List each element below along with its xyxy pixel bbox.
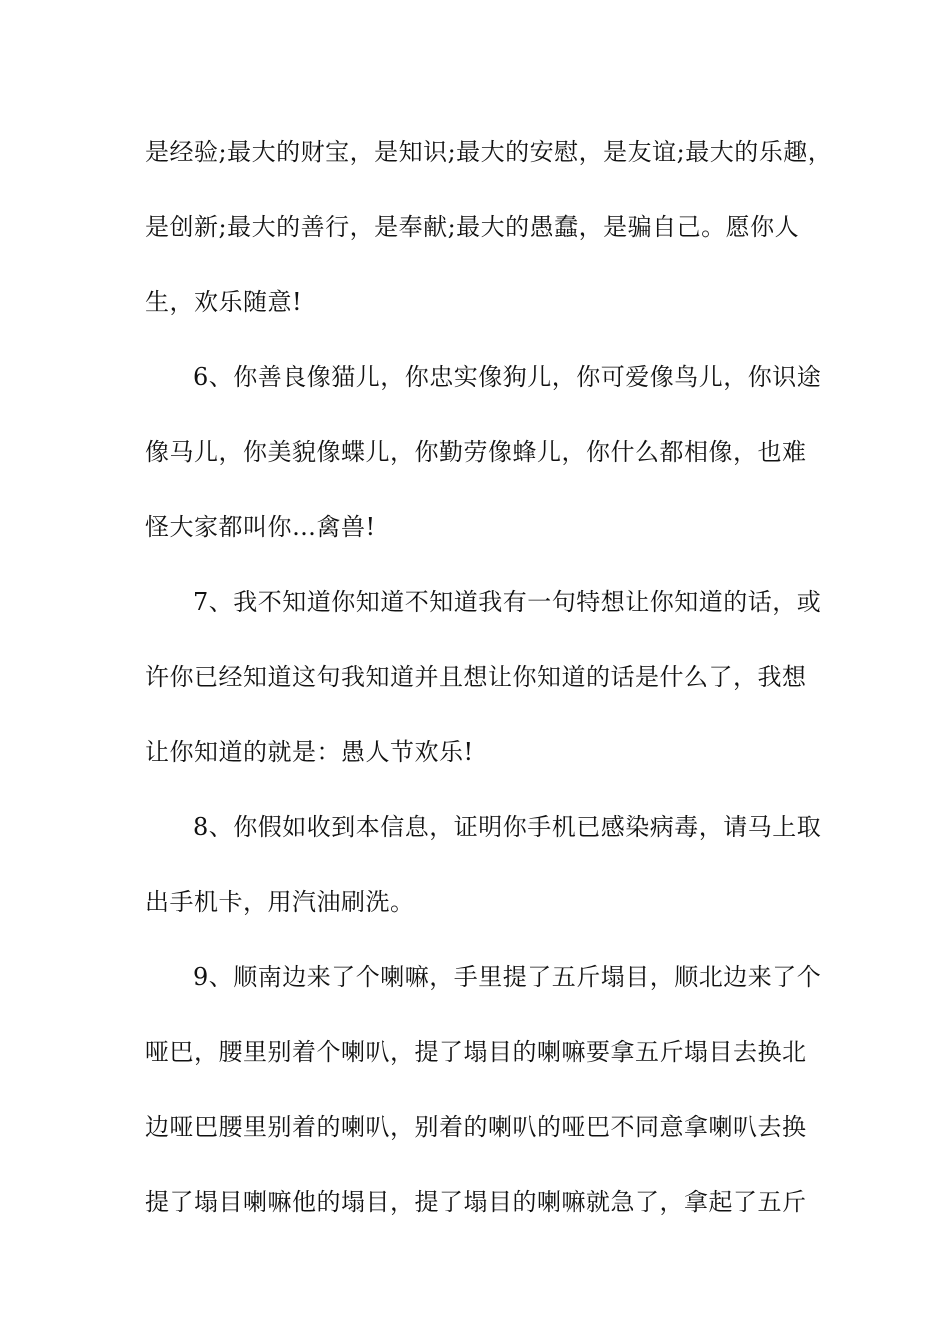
paragraph-6-start: 6、你善良像猫儿，你忠实像狗儿，你可爱像鸟儿，你识途 xyxy=(193,363,822,391)
document-body xyxy=(145,115,833,1240)
text-line: 哑巴，腰里别着个喇叭，提了塌目的喇嘛要拿五斤塌目去换北 xyxy=(145,1038,807,1066)
text-line: 出手机卡，用汽油刷洗。 xyxy=(145,888,415,916)
text-line: 提了塌目喇嘛他的塌目，提了塌目的喇嘛就急了，拿起了五斤 xyxy=(145,1188,807,1216)
text-line: 许你已经知道这句我知道并且想让你知道的话是什么了，我想 xyxy=(145,663,807,691)
text-line: 是经验;最大的财宝，是知识;最大的安慰，是友谊;最大的乐趣， xyxy=(145,138,833,166)
text-line: 是创新;最大的善行，是奉献;最大的愚蠢，是骗自己。愿你人 xyxy=(145,213,800,241)
text-line: 像马儿，你美貌像蝶儿，你勤劳像蜂儿，你什么都相像，也难 xyxy=(145,438,807,466)
paragraph-9-start: 9、顺南边来了个喇嘛，手里提了五斤塌目，顺北边来了个 xyxy=(193,963,822,991)
text-line: 让你知道的就是：愚人节欢乐! xyxy=(145,738,474,766)
paragraph-8-start: 8、你假如收到本信息，证明你手机已感染病毒，请马上取 xyxy=(193,813,822,841)
text-line: 边哑巴腰里别着的喇叭，别着的喇叭的哑巴不同意拿喇叭去换 xyxy=(145,1113,807,1141)
paragraph-7-start: 7、我不知道你知道不知道我有一句特想让你知道的话，或 xyxy=(193,588,822,616)
text-line: 怪大家都叫你…禽兽! xyxy=(145,513,376,541)
text-line: 生，欢乐随意! xyxy=(145,288,303,316)
